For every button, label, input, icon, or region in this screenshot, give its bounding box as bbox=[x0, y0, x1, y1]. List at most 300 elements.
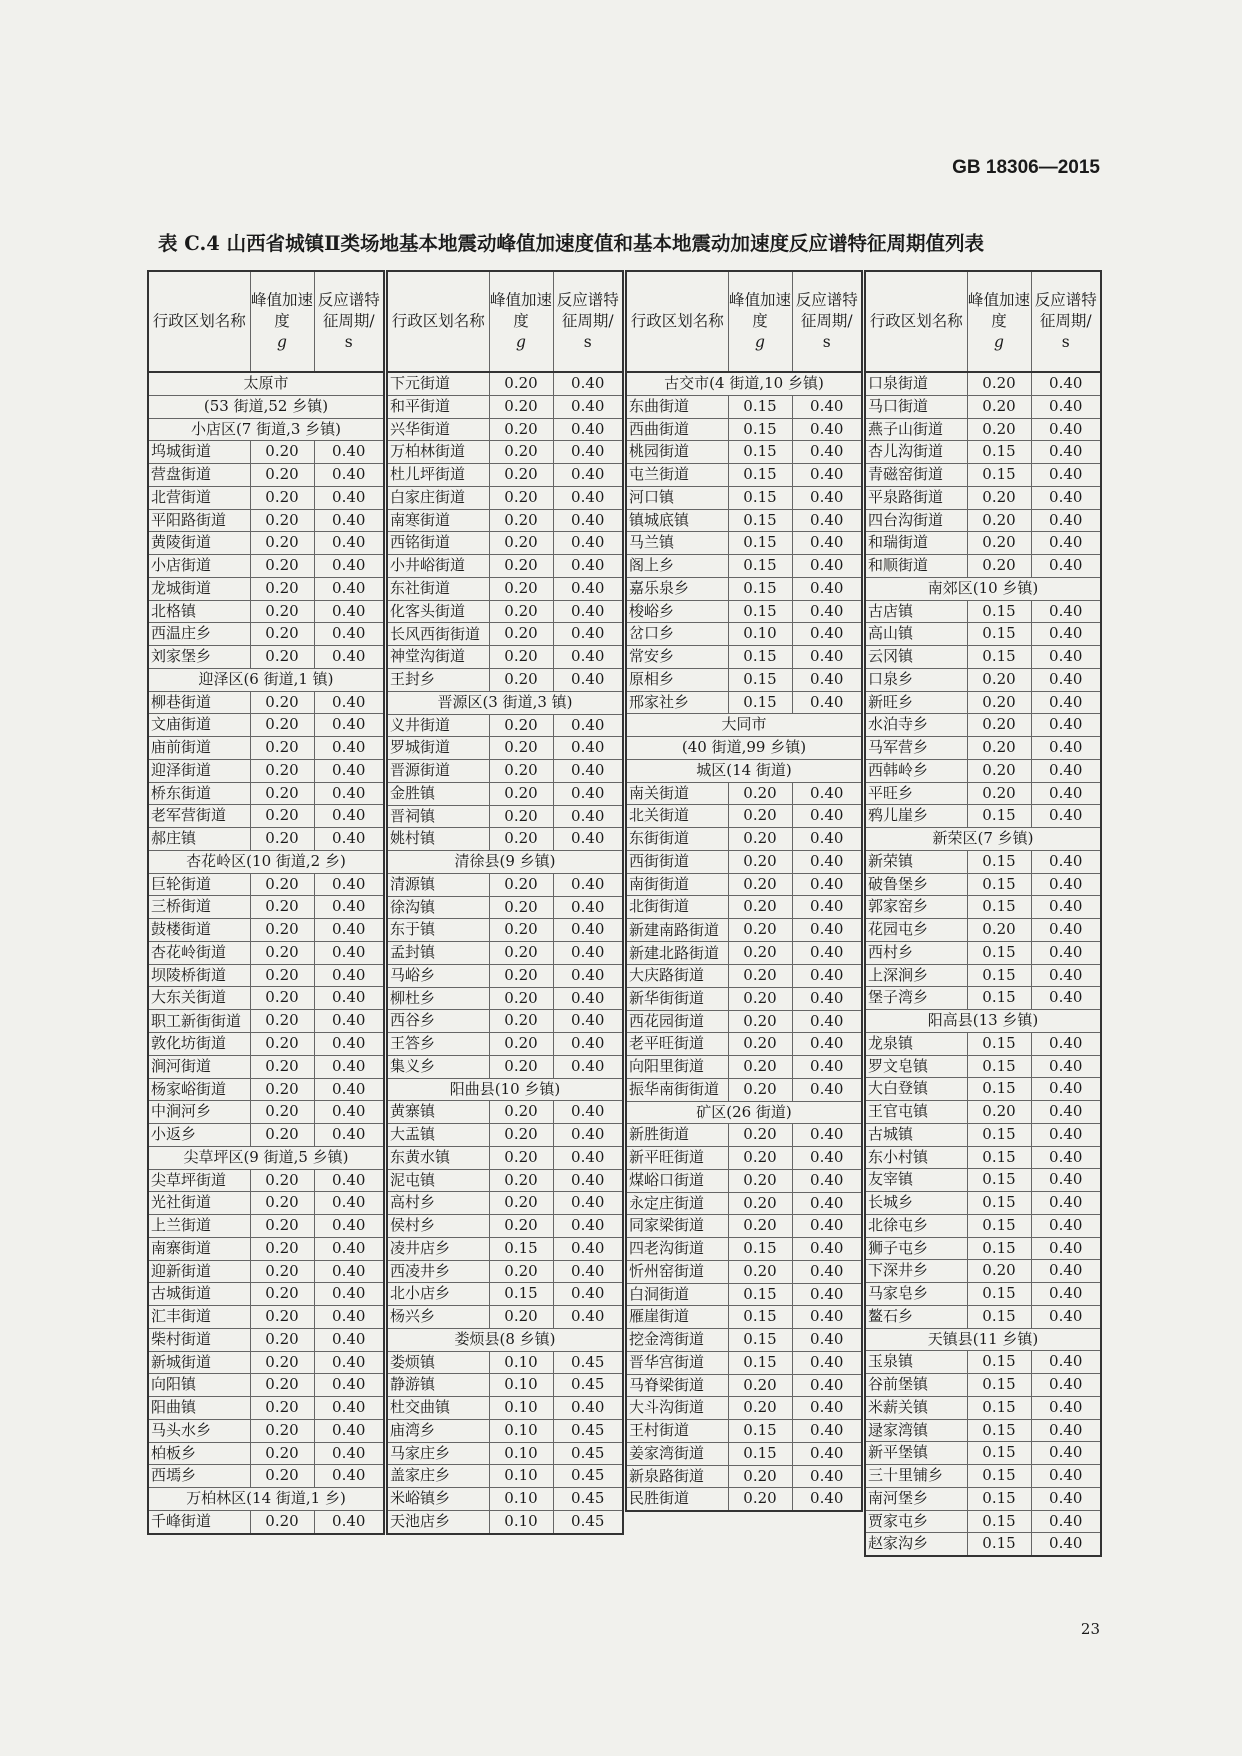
table-row bbox=[865, 1192, 1101, 1215]
cell-name: 挖金湾街道 bbox=[626, 1329, 728, 1352]
cell-pga: 0.20 bbox=[489, 805, 553, 828]
cell-name: 北小店乡 bbox=[387, 1283, 489, 1306]
cell-pga: 0.20 bbox=[967, 395, 1031, 418]
table-row bbox=[148, 1397, 384, 1420]
table-row bbox=[148, 759, 384, 782]
header-pga-text: g bbox=[994, 333, 1004, 351]
cell-name: 向阳镇 bbox=[148, 1374, 250, 1397]
cell-period: 0.40 bbox=[314, 964, 384, 987]
table-row bbox=[865, 1283, 1101, 1306]
cell-period: 0.40 bbox=[1031, 1351, 1101, 1374]
table-row bbox=[865, 1351, 1101, 1374]
table-row bbox=[626, 1147, 862, 1170]
cell-pga: 0.15 bbox=[967, 1146, 1031, 1169]
cell-pga: 0.20 bbox=[489, 873, 553, 896]
group-title: 城区(14 街道) bbox=[626, 759, 862, 782]
cell-name: 高村乡 bbox=[387, 1192, 489, 1215]
table-row bbox=[387, 464, 623, 487]
cell-name: 职工新街街道 bbox=[148, 1010, 250, 1033]
cell-pga: 0.20 bbox=[250, 441, 314, 464]
cell-pga: 0.20 bbox=[250, 782, 314, 805]
group-title: 大同市 bbox=[626, 714, 862, 737]
cell-name: 马口街道 bbox=[865, 395, 967, 418]
table-row bbox=[387, 509, 623, 532]
cell-pga: 0.15 bbox=[728, 509, 792, 532]
table-row bbox=[387, 1033, 623, 1056]
cell-period: 0.40 bbox=[314, 1397, 384, 1420]
cell-pga: 0.15 bbox=[728, 600, 792, 623]
cell-period: 0.40 bbox=[553, 1169, 623, 1192]
cell-period: 0.40 bbox=[792, 1351, 862, 1374]
table-row bbox=[148, 1328, 384, 1351]
cell-name: 狮子屯乡 bbox=[865, 1237, 967, 1260]
cell-name: 黄寨镇 bbox=[387, 1101, 489, 1124]
cell-pga: 0.15 bbox=[728, 646, 792, 669]
cell-pga: 0.20 bbox=[489, 760, 553, 783]
table-column-group bbox=[147, 270, 385, 1535]
cell-period: 0.40 bbox=[792, 646, 862, 669]
header-pga bbox=[967, 271, 1031, 372]
table-row bbox=[148, 896, 384, 919]
cell-period: 0.40 bbox=[792, 668, 862, 691]
cell-name: 新平旺街道 bbox=[626, 1147, 728, 1170]
cell-pga: 0.20 bbox=[489, 896, 553, 919]
cell-period: 0.40 bbox=[1031, 1101, 1101, 1124]
cell-pga: 0.20 bbox=[728, 1488, 792, 1511]
table-row bbox=[865, 1374, 1101, 1397]
cell-name: 柴村街道 bbox=[148, 1328, 250, 1351]
cell-name: 马脊梁街道 bbox=[626, 1374, 728, 1397]
cell-period: 0.40 bbox=[553, 395, 623, 418]
cell-name: 文庙街道 bbox=[148, 714, 250, 737]
header-pga-text: 峰值加速度 bbox=[728, 291, 791, 330]
cell-pga: 0.20 bbox=[967, 418, 1031, 441]
cell-pga: 0.20 bbox=[728, 1465, 792, 1488]
cell-pga: 0.15 bbox=[967, 646, 1031, 669]
cell-period: 0.40 bbox=[792, 1329, 862, 1352]
cell-name: 杜儿坪街道 bbox=[387, 464, 489, 487]
cell-period: 0.40 bbox=[792, 600, 862, 623]
cell-pga: 0.20 bbox=[250, 691, 314, 714]
cell-name: 西街街道 bbox=[626, 850, 728, 873]
cell-pga: 0.15 bbox=[967, 1510, 1031, 1533]
table-row bbox=[626, 464, 862, 487]
cell-pga: 0.20 bbox=[728, 1192, 792, 1215]
cell-period: 0.40 bbox=[1031, 1214, 1101, 1237]
cell-pga: 0.20 bbox=[250, 623, 314, 646]
group-title: 迎泽区(6 街道,1 镇) bbox=[148, 668, 384, 691]
cell-name: 天池店乡 bbox=[387, 1510, 489, 1533]
table-row bbox=[148, 1237, 384, 1260]
cell-pga: 0.15 bbox=[728, 577, 792, 600]
cell-pga: 0.20 bbox=[250, 714, 314, 737]
group-header-row bbox=[626, 372, 862, 395]
table-row bbox=[148, 532, 384, 555]
cell-period: 0.40 bbox=[1031, 1510, 1101, 1533]
cell-name: 东社街道 bbox=[387, 577, 489, 600]
cell-name: 河口镇 bbox=[626, 486, 728, 509]
table-row bbox=[626, 828, 862, 851]
cell-period: 0.40 bbox=[553, 509, 623, 532]
table-row bbox=[387, 987, 623, 1010]
table-row bbox=[387, 1351, 623, 1374]
cell-name: 新泉路街道 bbox=[626, 1465, 728, 1488]
table-row bbox=[865, 1146, 1101, 1169]
table-row bbox=[626, 1397, 862, 1420]
cell-period: 0.40 bbox=[792, 896, 862, 919]
cell-period: 0.40 bbox=[792, 1192, 862, 1215]
cell-period: 0.40 bbox=[314, 1078, 384, 1101]
cell-pga: 0.15 bbox=[728, 691, 792, 714]
cell-period: 0.40 bbox=[792, 1488, 862, 1511]
table-row bbox=[387, 714, 623, 737]
cell-name: 西村乡 bbox=[865, 941, 967, 964]
cell-period: 0.40 bbox=[792, 509, 862, 532]
table-row bbox=[148, 1283, 384, 1306]
cell-name: 忻州窑街道 bbox=[626, 1260, 728, 1283]
cell-name: 凌井店乡 bbox=[387, 1237, 489, 1260]
cell-pga: 0.20 bbox=[250, 1215, 314, 1238]
cell-name: 北街街道 bbox=[626, 896, 728, 919]
table-row bbox=[387, 828, 623, 851]
cell-pga: 0.15 bbox=[967, 623, 1031, 646]
cell-pga: 0.15 bbox=[967, 441, 1031, 464]
cell-pga: 0.15 bbox=[728, 1329, 792, 1352]
cell-period: 0.40 bbox=[553, 782, 623, 805]
cell-period: 0.45 bbox=[553, 1510, 623, 1533]
cell-name: 刘家堡乡 bbox=[148, 646, 250, 669]
cell-name: 大斗沟街道 bbox=[626, 1397, 728, 1420]
cell-pga: 0.10 bbox=[489, 1351, 553, 1374]
cell-pga: 0.20 bbox=[250, 1328, 314, 1351]
group-header-row bbox=[387, 691, 623, 714]
table-row bbox=[865, 987, 1101, 1010]
table-row bbox=[148, 1192, 384, 1215]
cell-period: 0.40 bbox=[792, 965, 862, 988]
cell-period: 0.40 bbox=[314, 1010, 384, 1033]
cell-pga: 0.15 bbox=[967, 1487, 1031, 1510]
cell-pga: 0.20 bbox=[489, 1101, 553, 1124]
cell-pga: 0.20 bbox=[967, 691, 1031, 714]
cell-period: 0.40 bbox=[553, 418, 623, 441]
table-row bbox=[626, 782, 862, 805]
table-row bbox=[626, 850, 862, 873]
cell-name: 古城街道 bbox=[148, 1283, 250, 1306]
cell-name: 北格镇 bbox=[148, 600, 250, 623]
cell-period: 0.40 bbox=[314, 987, 384, 1010]
cell-period: 0.40 bbox=[553, 577, 623, 600]
cell-pga: 0.20 bbox=[250, 964, 314, 987]
cell-pga: 0.20 bbox=[250, 828, 314, 851]
table-row bbox=[387, 805, 623, 828]
cell-pga: 0.20 bbox=[250, 600, 314, 623]
cell-pga: 0.20 bbox=[728, 965, 792, 988]
cell-pga: 0.15 bbox=[728, 464, 792, 487]
cell-pga: 0.20 bbox=[250, 1237, 314, 1260]
cell-period: 0.45 bbox=[553, 1488, 623, 1511]
cell-period: 0.40 bbox=[314, 486, 384, 509]
table-row bbox=[865, 1237, 1101, 1260]
cell-name: 姚村镇 bbox=[387, 828, 489, 851]
cell-pga: 0.20 bbox=[489, 464, 553, 487]
cell-pga: 0.15 bbox=[967, 1283, 1031, 1306]
cell-name: 平阳路街道 bbox=[148, 509, 250, 532]
cell-pga: 0.15 bbox=[967, 1078, 1031, 1101]
table-row bbox=[865, 464, 1101, 487]
cell-period: 0.40 bbox=[314, 1033, 384, 1056]
cell-name: 新华街街道 bbox=[626, 987, 728, 1010]
group-header-row bbox=[865, 577, 1101, 600]
cell-name: 迎泽街道 bbox=[148, 759, 250, 782]
table-row bbox=[626, 691, 862, 714]
cell-period: 0.45 bbox=[553, 1351, 623, 1374]
cell-name: 逯家湾镇 bbox=[865, 1419, 967, 1442]
group-title: (53 街道,52 乡镇) bbox=[148, 395, 384, 418]
table-row bbox=[865, 1260, 1101, 1283]
cell-period: 0.40 bbox=[792, 1147, 862, 1170]
group-header-row bbox=[148, 668, 384, 691]
cell-period: 0.40 bbox=[553, 669, 623, 692]
table-row bbox=[387, 1306, 623, 1329]
table-row bbox=[387, 646, 623, 669]
table-row bbox=[387, 418, 623, 441]
table-row bbox=[626, 623, 862, 646]
table-row bbox=[148, 737, 384, 760]
cell-period: 0.40 bbox=[792, 1260, 862, 1283]
cell-pga: 0.20 bbox=[250, 896, 314, 919]
header-row bbox=[865, 271, 1101, 372]
cell-name: 镇城底镇 bbox=[626, 509, 728, 532]
table-row bbox=[626, 577, 862, 600]
table-row bbox=[387, 919, 623, 942]
header-pga-text: 峰值加速度 bbox=[489, 291, 552, 330]
table-row bbox=[626, 509, 862, 532]
cell-pga: 0.20 bbox=[489, 1146, 553, 1169]
cell-period: 0.40 bbox=[792, 1283, 862, 1306]
cell-pga: 0.20 bbox=[489, 372, 553, 395]
data-table bbox=[147, 270, 1100, 1602]
table-row bbox=[626, 1238, 862, 1261]
table-row bbox=[626, 1465, 862, 1488]
cell-name: 和顺街道 bbox=[865, 555, 967, 578]
standard-number: GB 18306—2015 bbox=[952, 157, 1100, 178]
table-row bbox=[626, 486, 862, 509]
cell-period: 0.40 bbox=[553, 600, 623, 623]
cell-period: 0.40 bbox=[314, 691, 384, 714]
table-row bbox=[148, 828, 384, 851]
cell-pga: 0.20 bbox=[967, 532, 1031, 555]
table-row bbox=[865, 1055, 1101, 1078]
table-row bbox=[387, 1124, 623, 1147]
cell-period: 0.40 bbox=[314, 737, 384, 760]
cell-name: 大东关街道 bbox=[148, 987, 250, 1010]
group-title: 太原市 bbox=[148, 372, 384, 395]
cell-period: 0.40 bbox=[314, 1055, 384, 1078]
table-row bbox=[387, 372, 623, 395]
cell-period: 0.40 bbox=[314, 1192, 384, 1215]
cell-period: 0.40 bbox=[314, 714, 384, 737]
cell-pga: 0.20 bbox=[489, 395, 553, 418]
cell-period: 0.40 bbox=[1031, 1533, 1101, 1556]
header-name bbox=[865, 271, 967, 372]
table-row bbox=[148, 1374, 384, 1397]
cell-name: 常安乡 bbox=[626, 646, 728, 669]
cell-name: 大白登镇 bbox=[865, 1078, 967, 1101]
cell-name: 马峪乡 bbox=[387, 964, 489, 987]
cell-pga: 0.10 bbox=[489, 1442, 553, 1465]
cell-period: 0.40 bbox=[553, 987, 623, 1010]
cell-period: 0.40 bbox=[792, 1374, 862, 1397]
group-title: 杏花岭区(10 街道,2 乡) bbox=[148, 850, 384, 873]
cell-period: 0.40 bbox=[792, 1306, 862, 1329]
cell-pga: 0.20 bbox=[489, 577, 553, 600]
table-row bbox=[626, 1351, 862, 1374]
cell-period: 0.40 bbox=[314, 1419, 384, 1442]
cell-pga: 0.15 bbox=[967, 1123, 1031, 1146]
cell-name: 龙泉镇 bbox=[865, 1032, 967, 1055]
cell-name: 营盘街道 bbox=[148, 464, 250, 487]
cell-period: 0.40 bbox=[792, 1397, 862, 1420]
cell-pga: 0.15 bbox=[967, 850, 1031, 873]
cell-pga: 0.20 bbox=[250, 737, 314, 760]
cell-period: 0.40 bbox=[792, 828, 862, 851]
table-row bbox=[148, 714, 384, 737]
cell-period: 0.40 bbox=[1031, 441, 1101, 464]
cell-pga: 0.20 bbox=[489, 669, 553, 692]
table-row bbox=[387, 1510, 623, 1533]
header-period-text: 反应谱特征周期/ bbox=[1034, 291, 1097, 330]
table-row bbox=[148, 1510, 384, 1533]
header-row bbox=[148, 271, 384, 372]
table-row bbox=[148, 555, 384, 578]
cell-period: 0.40 bbox=[314, 1328, 384, 1351]
cell-period: 0.40 bbox=[553, 1033, 623, 1056]
cell-name: 杨家峪街道 bbox=[148, 1078, 250, 1101]
group-header-row bbox=[865, 1010, 1101, 1033]
cell-name: 下元街道 bbox=[387, 372, 489, 395]
table-row bbox=[865, 896, 1101, 919]
cell-period: 0.40 bbox=[553, 942, 623, 965]
group-header-row bbox=[387, 1078, 623, 1101]
cell-pga: 0.15 bbox=[967, 1374, 1031, 1397]
header-pga-text: g bbox=[755, 333, 765, 351]
cell-period: 0.40 bbox=[792, 1124, 862, 1147]
cell-name: 大盂镇 bbox=[387, 1124, 489, 1147]
group-header-row bbox=[626, 1101, 862, 1124]
table-row bbox=[387, 1055, 623, 1078]
header-period-text: s bbox=[583, 333, 592, 351]
cell-name: 东曲街道 bbox=[626, 395, 728, 418]
cell-pga: 0.20 bbox=[250, 1010, 314, 1033]
cell-name: 向阳里街道 bbox=[626, 1056, 728, 1079]
table-row bbox=[387, 1192, 623, 1215]
cell-pga: 0.20 bbox=[250, 919, 314, 942]
cell-name: 鼓楼街道 bbox=[148, 919, 250, 942]
cell-name: 长城乡 bbox=[865, 1192, 967, 1215]
cell-name: 中涧河乡 bbox=[148, 1101, 250, 1124]
cell-pga: 0.15 bbox=[967, 1442, 1031, 1465]
cell-name: 堡子湾乡 bbox=[865, 987, 967, 1010]
cell-period: 0.40 bbox=[314, 623, 384, 646]
cell-name: 马军营乡 bbox=[865, 737, 967, 760]
cell-pga: 0.15 bbox=[728, 1283, 792, 1306]
cell-pga: 0.20 bbox=[250, 464, 314, 487]
header-period bbox=[792, 271, 862, 372]
table-row bbox=[148, 1101, 384, 1124]
table-row bbox=[148, 691, 384, 714]
table-row bbox=[148, 441, 384, 464]
cell-period: 0.40 bbox=[1031, 759, 1101, 782]
cell-period: 0.45 bbox=[553, 1419, 623, 1442]
cell-pga: 0.20 bbox=[250, 1124, 314, 1147]
table-row bbox=[387, 1442, 623, 1465]
cell-name: 王村街道 bbox=[626, 1420, 728, 1443]
cell-period: 0.40 bbox=[1031, 1146, 1101, 1169]
cell-name: 坞城街道 bbox=[148, 441, 250, 464]
table-row bbox=[387, 782, 623, 805]
cell-period: 0.40 bbox=[1031, 395, 1101, 418]
cell-pga: 0.15 bbox=[967, 1192, 1031, 1215]
cell-name: 化客头街道 bbox=[387, 600, 489, 623]
table-row bbox=[865, 714, 1101, 737]
table-row bbox=[387, 577, 623, 600]
cell-period: 0.40 bbox=[314, 1306, 384, 1329]
group-title: 晋源区(3 街道,3 镇) bbox=[387, 691, 623, 714]
cell-pga: 0.20 bbox=[728, 805, 792, 828]
cell-period: 0.40 bbox=[314, 577, 384, 600]
cell-period: 0.40 bbox=[1031, 782, 1101, 805]
cell-name: 西墕乡 bbox=[148, 1465, 250, 1488]
cell-pga: 0.20 bbox=[728, 919, 792, 942]
table-row bbox=[626, 1260, 862, 1283]
cell-period: 0.40 bbox=[1031, 532, 1101, 555]
cell-period: 0.40 bbox=[1031, 691, 1101, 714]
cell-name: 燕子山街道 bbox=[865, 418, 967, 441]
table-row bbox=[865, 668, 1101, 691]
cell-name: 庙湾乡 bbox=[387, 1419, 489, 1442]
cell-period: 0.40 bbox=[792, 1078, 862, 1101]
table-row bbox=[387, 669, 623, 692]
cell-period: 0.40 bbox=[553, 1124, 623, 1147]
table-row bbox=[148, 1351, 384, 1374]
cell-pga: 0.20 bbox=[250, 1374, 314, 1397]
table-row bbox=[387, 1146, 623, 1169]
table-row bbox=[865, 919, 1101, 942]
cell-name: 义井街道 bbox=[387, 714, 489, 737]
group-header-row bbox=[148, 418, 384, 441]
cell-name: 南寨街道 bbox=[148, 1237, 250, 1260]
table-column-group bbox=[386, 270, 624, 1535]
table-row bbox=[626, 1192, 862, 1215]
header-pga-text: g bbox=[516, 333, 526, 351]
header-row bbox=[626, 271, 862, 372]
cell-period: 0.40 bbox=[1031, 1169, 1101, 1192]
cell-period: 0.40 bbox=[314, 1260, 384, 1283]
cell-period: 0.40 bbox=[553, 441, 623, 464]
cell-pga: 0.20 bbox=[489, 737, 553, 760]
cell-name: 晋华宫街道 bbox=[626, 1351, 728, 1374]
table-row bbox=[865, 486, 1101, 509]
cell-period: 0.45 bbox=[553, 1374, 623, 1397]
cell-pga: 0.20 bbox=[489, 1169, 553, 1192]
cell-pga: 0.10 bbox=[489, 1397, 553, 1420]
cell-name: 玉泉镇 bbox=[865, 1351, 967, 1374]
cell-name: 集义乡 bbox=[387, 1055, 489, 1078]
table-row bbox=[148, 600, 384, 623]
cell-name: 和平街道 bbox=[387, 395, 489, 418]
cell-pga: 0.20 bbox=[250, 532, 314, 555]
header-name bbox=[387, 271, 489, 372]
